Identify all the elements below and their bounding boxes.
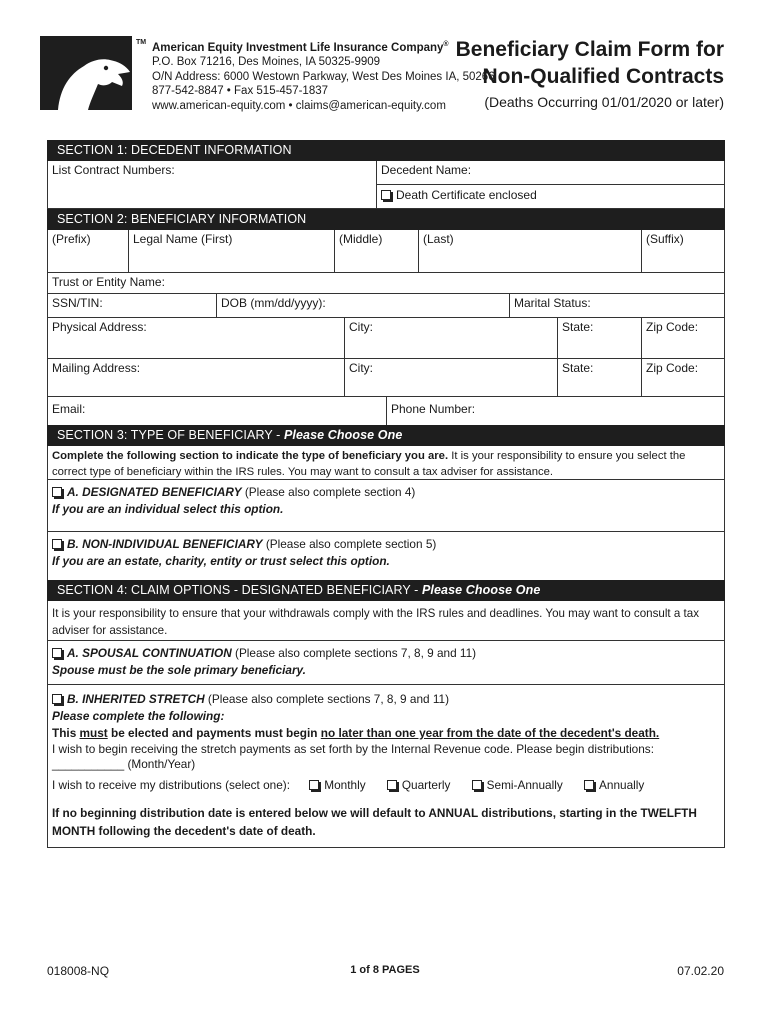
default-distribution-notice: If no beginning distribution date is entered below we will default to ANNUAL distributions, starting in the TWELFTH MONTH following the decedent's date of death. xyxy=(52,806,697,838)
form-date: 07.02.20 xyxy=(677,964,724,978)
form-number: 018008-NQ xyxy=(47,964,110,978)
spousal-continuation-note: (Please also complete sections 7, 8, 9 and 11) xyxy=(231,646,477,660)
dob-label: DOB (mm/dd/yyyy): xyxy=(221,296,326,310)
trust-row xyxy=(48,273,724,294)
eagle-logo xyxy=(40,36,132,110)
designated-beneficiary-hint: If you are an individual select this option. xyxy=(52,502,284,516)
phone-fax: 877-542-8847 • Fax 515-457-1837 xyxy=(152,85,329,98)
trademark-mark: TM xyxy=(136,39,147,46)
non-individual-beneficiary-option[interactable] xyxy=(48,532,724,580)
company-name: American Equity Investment Life Insurance Company xyxy=(152,41,444,54)
section-1-header: SECTION 1: DECEDENT INFORMATION xyxy=(47,140,725,161)
prefix-label: (Prefix) xyxy=(52,232,91,246)
ssn-label: SSN/TIN: xyxy=(52,296,103,310)
section-3-intro-bold: Complete the following section to indicate the type of beneficiary you are. xyxy=(52,450,449,462)
section-3-intro xyxy=(48,446,724,480)
trust-entity-label: Trust or Entity Name: xyxy=(52,275,165,289)
form-title xyxy=(412,36,724,90)
phone-label: Phone Number: xyxy=(391,402,476,416)
section-4-title: SECTION 4: CLAIM OPTIONS - DESIGNATED BENEFICIARY - xyxy=(57,583,422,597)
spousal-continuation-label: A. SPOUSAL CONTINUATION xyxy=(67,646,232,660)
first-name-label: Legal Name (First) xyxy=(133,232,233,246)
dob-field[interactable] xyxy=(216,294,509,317)
non-individual-beneficiary-checkbox[interactable] xyxy=(52,539,62,549)
contract-numbers-field[interactable] xyxy=(48,161,376,208)
section-1-body xyxy=(47,161,725,209)
physical-zip-label: Zip Code: xyxy=(646,320,699,334)
section-4-title-emphasis: Please Choose One xyxy=(421,583,541,597)
deadline-text-mid: be elected and payments must begin xyxy=(107,726,321,740)
distribution-frequency-label: I wish to receive my distributions (select one): xyxy=(52,778,290,792)
claim-form xyxy=(47,140,725,848)
physical-state-field[interactable] xyxy=(557,318,641,358)
suffix-label: (Suffix) xyxy=(646,232,684,246)
overnight-address: O/N Address: 6000 Westown Parkway, West Des Moines IA, 50266 xyxy=(152,70,495,83)
name-row xyxy=(48,230,724,273)
decedent-name-label: Decedent Name: xyxy=(381,163,472,177)
non-individual-beneficiary-hint: If you are an estate, charity, entity or trust select this option. xyxy=(52,554,390,568)
frequency-monthly-option[interactable] xyxy=(309,778,365,792)
mailing-state-field[interactable] xyxy=(557,359,641,396)
physical-address-label: Physical Address: xyxy=(52,320,147,334)
non-individual-beneficiary-label: B. NON-INDIVIDUAL BENEFICIARY xyxy=(67,537,263,551)
mailing-zip-label: Zip Code: xyxy=(646,361,699,375)
inherited-stretch-instruction: Please complete the following: xyxy=(52,709,225,723)
email-label: Email: xyxy=(52,402,86,416)
stretch-payments-statement xyxy=(52,742,720,757)
deadline-text-this: This xyxy=(52,726,80,740)
section-2-body xyxy=(47,230,725,425)
inherited-stretch-checkbox[interactable] xyxy=(52,694,62,704)
mailing-state-label: State: xyxy=(562,361,594,375)
title-line-1: Beneficiary Claim Form for xyxy=(455,38,724,61)
spousal-continuation-hint: Spouse must be the sole primary beneficiary. xyxy=(52,663,306,677)
section-3-title-emphasis: Please Choose One xyxy=(283,428,403,442)
mailing-address-label: Mailing Address: xyxy=(52,361,141,375)
page-count: 1 of 8 PAGES xyxy=(350,964,420,976)
web-email: www.american-equity.com • claims@american-equity.com xyxy=(152,99,446,112)
death-certificate-option[interactable] xyxy=(377,185,724,205)
non-individual-beneficiary-note: (Please also complete section 5) xyxy=(262,537,437,551)
first-name-field[interactable] xyxy=(128,230,334,272)
title-line-2: Non-Qualified Contracts xyxy=(482,65,724,88)
marital-status-label: Marital Status: xyxy=(514,296,591,310)
section-3-header xyxy=(47,425,725,446)
prefix-field[interactable] xyxy=(48,230,128,272)
inherited-stretch-label: B. INHERITED STRETCH xyxy=(67,692,205,706)
section-4-body xyxy=(47,601,725,848)
ssn-field[interactable] xyxy=(48,294,216,317)
phone-field[interactable] xyxy=(386,397,724,425)
physical-address-field[interactable] xyxy=(48,318,344,358)
frequency-semi-annually-option[interactable] xyxy=(472,778,563,792)
last-name-label: (Last) xyxy=(423,232,454,246)
designated-beneficiary-note: (Please also complete section 4) xyxy=(241,485,416,499)
section-3-body xyxy=(47,446,725,580)
frequency-semi-annually-checkbox[interactable] xyxy=(472,780,482,790)
mailing-city-label: City: xyxy=(349,361,373,375)
section-3-title: SECTION 3: TYPE OF BENEFICIARY - xyxy=(57,428,284,442)
decedent-name-field[interactable] xyxy=(377,161,724,185)
physical-city-field[interactable] xyxy=(344,318,557,358)
inherited-stretch-note: (Please also complete sections 7, 8, 9 and 11) xyxy=(204,692,450,706)
contract-numbers-label: List Contract Numbers: xyxy=(52,163,175,177)
distribution-frequency-row xyxy=(52,777,720,794)
frequency-annually-checkbox[interactable] xyxy=(584,780,594,790)
section-4-header xyxy=(47,580,725,601)
ssn-row xyxy=(48,294,724,318)
mailing-city-field[interactable] xyxy=(344,359,557,396)
deadline-text-date: no later than one year from the date of the decedent's death. xyxy=(320,726,660,740)
frequency-monthly-checkbox[interactable] xyxy=(309,780,319,790)
section-1-row xyxy=(48,161,724,209)
designated-beneficiary-label: A. DESIGNATED BENEFICIARY xyxy=(67,485,242,499)
frequency-monthly-label: Monthly xyxy=(324,778,366,792)
middle-name-field[interactable] xyxy=(334,230,418,272)
frequency-quarterly-checkbox[interactable] xyxy=(387,780,397,790)
last-name-field[interactable] xyxy=(418,230,641,272)
death-certificate-checkbox[interactable] xyxy=(381,190,391,200)
form-subtitle: (Deaths Occurring 01/01/2020 or later) xyxy=(484,94,724,110)
mailing-address-row xyxy=(48,359,724,397)
frequency-quarterly-option[interactable] xyxy=(387,778,451,792)
mailing-address-field[interactable] xyxy=(48,359,344,396)
decedent-column xyxy=(376,161,724,208)
middle-name-label: (Middle) xyxy=(339,232,383,246)
stretch-payments-text: I wish to begin receiving the stretch payments as set forth by the Internal Revenue code. Please begin distributions: xyxy=(52,742,654,756)
designated-beneficiary-option[interactable] xyxy=(48,480,724,532)
section-4-intro: It is your responsibility to ensure that your withdrawals comply with the IRS rules and deadlines. You may want to consult a tax adviser for assistance. xyxy=(48,601,724,641)
section-2-header: SECTION 2: BENEFICIARY INFORMATION xyxy=(47,209,725,230)
frequency-annually-label: Annually xyxy=(599,778,645,792)
frequency-semi-annually-label: Semi-Annually xyxy=(486,778,563,792)
frequency-quarterly-label: Quarterly xyxy=(401,778,451,792)
registered-mark: ® xyxy=(443,41,449,48)
trust-entity-field[interactable] xyxy=(48,273,724,293)
email-field[interactable] xyxy=(48,397,386,425)
inherited-stretch-deadline xyxy=(52,725,720,742)
contact-row xyxy=(48,397,724,425)
inherited-stretch-option[interactable] xyxy=(48,685,724,847)
mailing-zip-field[interactable] xyxy=(641,359,724,396)
deadline-text-must: must xyxy=(79,726,108,740)
frequency-annually-option[interactable] xyxy=(584,778,644,792)
physical-state-label: State: xyxy=(562,320,594,334)
spousal-continuation-option[interactable] xyxy=(48,641,724,685)
physical-zip-field[interactable] xyxy=(641,318,724,358)
marital-status-field[interactable] xyxy=(509,294,724,317)
suffix-field[interactable] xyxy=(641,230,724,272)
distribution-start-field[interactable]: ___________ (Month/Year) xyxy=(52,757,196,771)
physical-city-label: City: xyxy=(349,320,373,334)
death-certificate-label: Death Certificate enclosed xyxy=(396,188,537,202)
designated-beneficiary-checkbox[interactable] xyxy=(52,487,62,497)
physical-address-row xyxy=(48,318,724,359)
po-box: P.O. Box 71216, Des Moines, IA 50325-9909 xyxy=(152,56,381,69)
spousal-continuation-checkbox[interactable] xyxy=(52,648,62,658)
section-3-intro-rest: It is your responsibility to ensure you select the correct type of beneficiary within the IRS rules. You may want to consult a tax adviser for assistance. xyxy=(52,450,686,478)
